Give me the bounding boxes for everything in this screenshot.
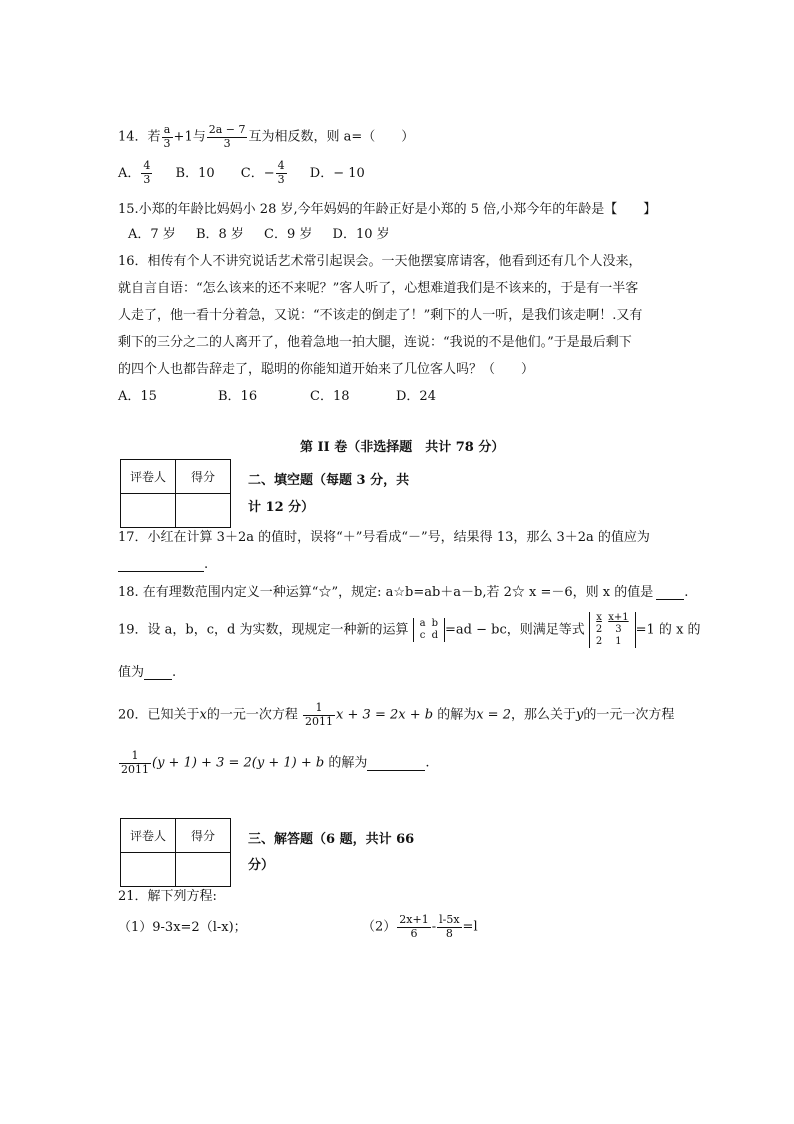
- grader-label: 评卷人: [121, 819, 176, 853]
- question-17: 17．小红在计算 3＋2a 的值时，误将“＋”号看成“－”号，结果得 13，那么 3＋2a 的值应为: [118, 530, 650, 545]
- grader-cell: [121, 853, 176, 887]
- question-21-title: 21．解下列方程:: [118, 889, 217, 904]
- score-cell: [176, 853, 231, 887]
- q16-option-a: A．15: [118, 389, 157, 404]
- q21-fraction-1: $\frac{2x+1}{6}$: [399, 913, 429, 940]
- score-label: 得分: [176, 460, 231, 494]
- q21-part-2: （2） $\frac{2x+1}{6}$ - $\frac{l-5x}{8}$ =l: [362, 913, 478, 940]
- q19-determinant-abcd: a b c d: [413, 618, 445, 642]
- part-2-title-line-1: 二、填空题（每题 3 分，共: [248, 473, 410, 488]
- q21-part-1: （1）9-3x=2（l-x)；: [118, 920, 247, 935]
- q17-blank: [118, 558, 204, 572]
- q19-blank: [144, 666, 172, 680]
- q14-option-b: B．10: [175, 165, 215, 181]
- question-20: 20．已知关于x的一元一次方程 $\frac{1}{2011}$ x + 3 = 2x + b 的解为x = 2，那么关于y的一元一次方程: [118, 701, 675, 728]
- q14-plus-one: +1与: [173, 129, 206, 145]
- q20-fraction-1-over-2011: $\frac{1}{2011}$: [305, 701, 334, 728]
- q14-options: [118, 160, 365, 186]
- q15-option-b: B．8 岁: [195, 227, 244, 242]
- q16-options: [118, 390, 436, 403]
- q17-answer-line: .: [118, 558, 208, 572]
- q20-line-2: $\frac{1}{2011}$ (y + 1) + 3 = 2(y + 1) + b 的解为 .: [121, 749, 430, 776]
- part-3-title-line-1: 三、解答题（6 题，共计 66: [248, 832, 415, 847]
- q20-fraction-2: $\frac{1}{2011}$: [121, 749, 149, 776]
- q14-option-c: C．− $\frac{4}{3}$: [240, 159, 285, 186]
- question-16-line-3: 人走了，他一看十分着急，又说：“不该走的倒走了！”剩下的人一听，是我们该走啊！.又有: [118, 308, 643, 323]
- question-14: [118, 124, 414, 150]
- q16-option-d: D．24: [396, 389, 436, 404]
- q14-fraction-a-over-3: $\frac{a}{3}$: [163, 123, 171, 150]
- q15-option-c: C．9 岁: [264, 227, 313, 242]
- score-label: 得分: [176, 819, 231, 853]
- score-cell: [176, 494, 231, 528]
- q14-prefix: 14．若: [118, 129, 161, 145]
- grading-table-part-2: [120, 459, 231, 528]
- q15-option-a: A．7 岁: [128, 227, 176, 242]
- q15-options: [128, 228, 390, 241]
- q14-option-a: A． $\frac{4}{3}$: [118, 159, 151, 186]
- question-18: 18. 在有理数范围内定义一种运算“☆”，规定: a☆b=ab＋a－b,若 2☆ x =－6，则 x 的值是 .: [118, 585, 689, 600]
- q19-determinant-equation: x x+1 2 3 2 1: [589, 612, 636, 648]
- part-3-title-line-2: 分）: [248, 858, 275, 873]
- q16-option-c: C．18: [310, 389, 350, 404]
- q21-fraction-2: $\frac{l-5x}{8}$: [439, 913, 460, 940]
- question-16-line-5: 的四个人也都告辞走了，聪明的你能知道开始来了几位客人吗？（ ）: [118, 362, 535, 377]
- q14-tail: 互为相反数，则 a=（ ）: [248, 129, 415, 145]
- part-2-title-line-2: 计 12 分）: [248, 500, 315, 515]
- question-16-line-2: 就自言自语：“怎么该来的还不来呢？”客人听了，心想难道我们是不该来的，于是有一半客: [118, 281, 639, 296]
- q14-option-d: D．− 10: [309, 165, 365, 181]
- question-19: 19．设 a，b，c，d 为实数，现规定一种新的运算 a b c d =ad − bc，则满足等式 x x+1 2 3 2 1 =1 的 x 的: [118, 612, 701, 647]
- part-2-heading: 第 II 卷（非选择题 共计 78 分）: [300, 440, 505, 455]
- q20-blank: [367, 757, 425, 771]
- grader-cell: [121, 494, 176, 528]
- q15-option-d: D．10 岁: [332, 227, 390, 242]
- q16-option-b: B．16: [218, 389, 258, 404]
- q19-line-2: 值为 .: [118, 665, 177, 680]
- q14-fraction-2a-7-over-3: $\frac{2a - 7}{3}$: [208, 123, 246, 150]
- grader-label: 评卷人: [121, 460, 176, 494]
- grading-table-part-3: [120, 818, 231, 887]
- question-16-line-4: 剩下的三分之二的人离开了，他着急地一拍大腿，连说：“我说的不是他们。”于是最后剩下: [118, 335, 632, 350]
- question-15: 15.小郑的年龄比妈妈小 28 岁,今年妈妈的年龄正好是小郑的 5 倍,小郑今年的年龄是【 】: [118, 202, 657, 217]
- q18-blank: [656, 586, 684, 600]
- question-16-line-1: 16．相传有个人不讲究说话艺术常引起误会。一天他摆宴席请客，他看到还有几个人没来，: [118, 254, 642, 269]
